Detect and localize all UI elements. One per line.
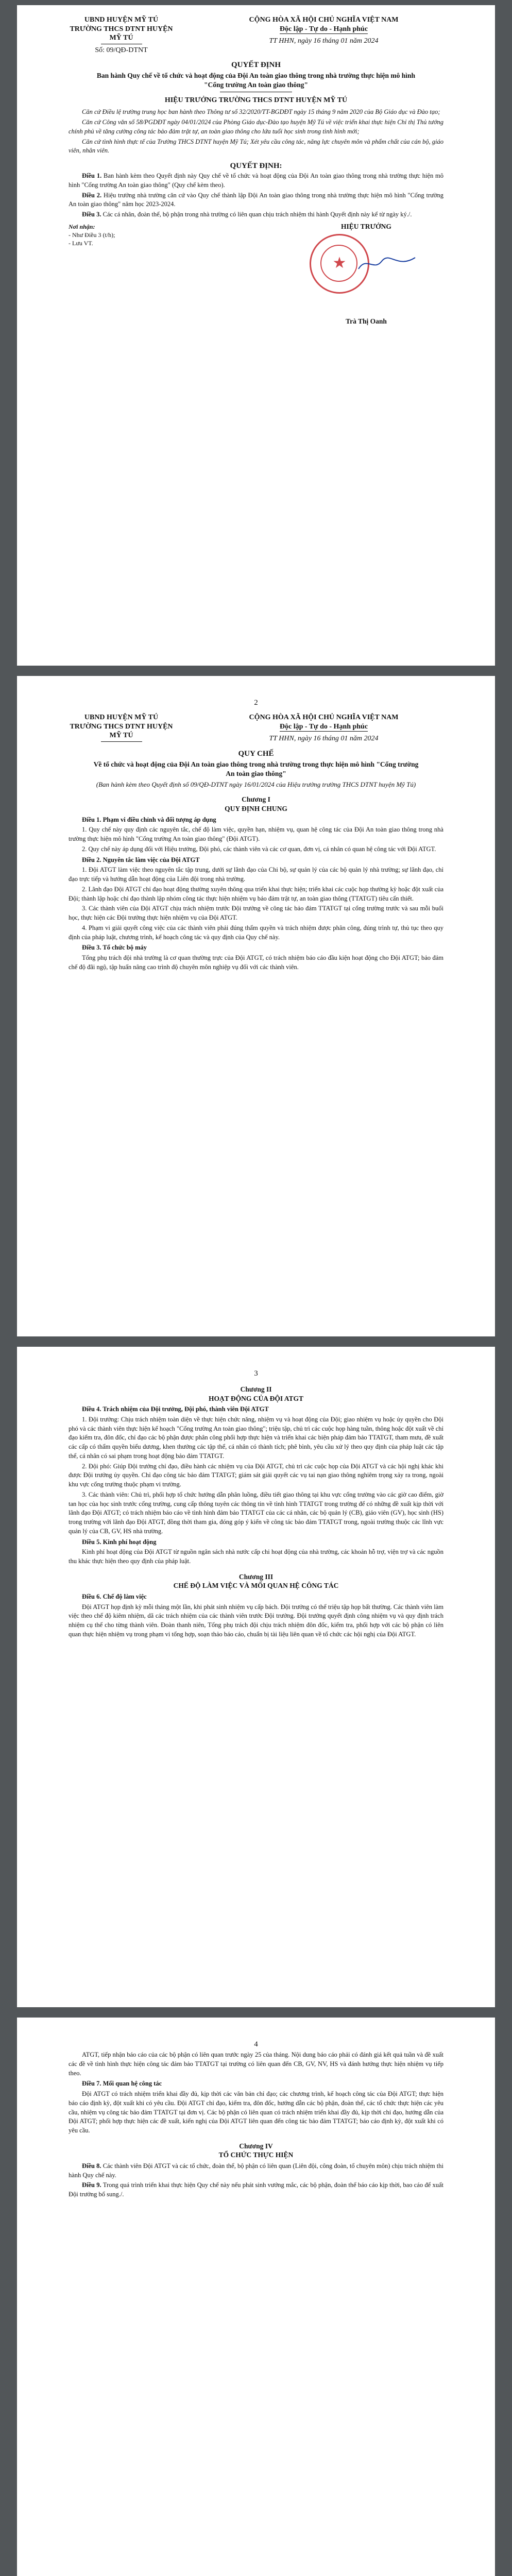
document-type: QUYẾT ĐỊNH <box>231 61 281 69</box>
paragraph: ATGT, tiếp nhận báo cáo của các bộ phận có liên quan trước ngày 25 của tháng. Nội dung báo cáo phải có đánh giá kết quả tuần và đề xuất các đề về tình hình thực hiện công tác đảm bảo TTATGT tại trường có liên quan đến CB, GV, NV, HS và đánh hướng thực hiện nhiệm vụ tiếp theo. <box>69 2051 443 2077</box>
agency-block <box>69 713 174 743</box>
article: Điều 9. Trong quá trình triển khai thực hiện Quy chế này nếu phát sinh vướng mắc, các bộ phận, đoàn thể báo cáo kịp thời, bao cáo để xuất Đội trưởng bổ sung./. <box>69 2181 443 2198</box>
article-heading: Điều 4. Trách nhiệm của Đội trưởng, Đội phó, thành viên Đội ATGT <box>82 1405 269 1413</box>
article-heading: Điều 3. Tổ chức bộ máy <box>82 944 147 952</box>
department-name: UBND HUYỆN MỸ TÚ <box>84 16 159 24</box>
article-heading: Điều 2. Nguyên tắc làm việc của Đội ATGT <box>82 856 200 863</box>
paragraph: 1. Đội ATGT làm việc theo nguyên tắc tập trung, dưới sự lãnh đạo của Chi bộ, sự quản lý của các bộ quản lý nhà trường; sự lãnh đạo, chỉ đạo trực tiếp và hướng dẫn hoạt động của Liên đội trong nhà trường. <box>69 866 443 883</box>
article: Điều 8. Các thành viên Đội ATGT và các tổ chức, đoàn thể, bộ phận có liên quan (Liên đội, công đoàn, tổ chuyên môn) chịu trách nhiệm thi hành Quy chế này. <box>69 2162 443 2179</box>
article: Điều 3. Các cá nhân, đoàn thể, bộ phận trong nhà trường có liên quan chịu trách nhiệm thi hành Quyết định này kể từ ngày ký./. <box>82 211 412 218</box>
handwritten-signature <box>356 253 418 274</box>
paragraph: Kinh phí hoạt động của Đội ATGT từ nguồn ngân sách nhà nước cấp chi hoạt động của nhà trường, các khoản hỗ trợ, viện trợ và các nguồn thu khác thực hiện theo quy định của pháp luật. <box>69 1548 443 1565</box>
national-motto: Độc lập - Tự do - Hạnh phúc <box>279 722 368 731</box>
paragraph: 3. Các thành viên của Đội ATGT chịu trách nhiệm trước Đội trưởng về công tác bảo đảm TTATGT tại cổng trường trước và sau mỗi buổi học, thực hiện các Đội trưởng thực hiện nhiệm vụ của Đội ATGT. <box>69 905 443 922</box>
paragraph: 2. Lãnh đạo Đội ATGT chỉ đạo hoạt động thường xuyên thông qua triển khai thực hiện; triển khai các cuộc họp thường kỳ hoặc đột xuất của Đội; thành lập hoặc chỉ đạo thành lập nhóm công tác thực hiện nhiệm vụ bảo đảm trật tự, an toàn giao thông (TTATGT) tiêu cấn thiết. <box>69 885 443 902</box>
national-motto: Độc lập - Tự do - Hạnh phúc <box>279 25 368 33</box>
document-number: Số: 09/QĐ-DTNT <box>95 46 148 54</box>
page-2 <box>17 676 495 1336</box>
article-heading: Điều 6. Chế độ làm việc <box>82 1592 147 1600</box>
official-seal: ★ <box>310 234 369 294</box>
page-3 <box>17 1347 495 2007</box>
paragraph: 3. Các thành viên: Chủ trì, phối hợp tổ chức hướng dẫn phân luồng, điều tiết giao thông tại khu vực cổng trường vào các giờ cao điểm, giờ tan học của học sinh trước cổng trường, cung cấp thông tuyên các thông tin về tình hình TTATGT trong trường để có những đề xuất kịp thời với lãnh đạo Đội ATGT; có trách nhiệm báo cáo về tình hình đảm bảo TTATGT của các cá nhân, các bộ quản lý (CB), giáo viên (GV), học sinh (HS) trong trường với lãnh đạo Đội ATGT, đồng thời tham gia, đóng góp ý kiến về công tác bảo đảm TTATGT trong, ngoài trường thuộc các lĩnh vực quản lý của CB, GV, HS nhà trường. <box>69 1490 443 1535</box>
article: Điều 1. Ban hành kèm theo Quyết định này Quy chế về tổ chức và hoạt động của Đội An toàn giao thông trong nhà trường thực hiện mô hình "Cổng trường An toàn giao thông" (Quy chế kèm theo). <box>69 172 444 189</box>
recipient-item: - Lưu VT. <box>69 240 93 247</box>
page-number: 2 <box>254 699 258 707</box>
agency-block <box>69 15 174 55</box>
legal-basis: Căn cứ tình hình thực tế của Trường THCS DTNT huyện Mỹ Tú; Xét yêu cầu công tác, năng lực chuyên môn và phẩm chất của cán bộ, giáo viên, nhân viên. <box>69 138 443 155</box>
signer-name: Trà Thị Oanh <box>346 317 387 325</box>
paragraph: 2. Đội phó: Giúp Đội trưởng chỉ đạo, điều hành các nhiệm vụ của Đội ATGT, chủ trì các cuộc họp của Đội ATGT và các hội nghị khác khi được Đội trưởng ủy quyền. Chỉ đạo công tác bảo đảm TTATGT; giám sát giải quyết các vụ tai nạn giao thông nghiêm trọng xảy ra trong, ngoài khu vực cổng trường thuộc phạm vi trường. <box>69 1462 443 1488</box>
page-1 <box>17 5 495 666</box>
legal-basis: Căn cứ Điều lệ trường trung học ban hành theo Thông tư số 32/2020/TT-BGDĐT ngày 15 tháng 9 năm 2020 của Bộ Giáo dục và Đào tạo; <box>82 108 440 116</box>
chapter-number: Chương I <box>242 795 270 804</box>
document-type: QUY CHẾ <box>238 749 274 758</box>
issue-date: TT HHN, ngày 16 tháng 01 năm 2024 <box>269 735 379 742</box>
page-4 <box>17 2018 495 2576</box>
issue-date: TT HHN, ngày 16 tháng 01 năm 2024 <box>269 37 379 45</box>
chapter-title: HOẠT ĐỘNG CỦA ĐỘI ATGT <box>208 1394 304 1402</box>
document-header <box>69 5 443 55</box>
nation-name: CỘNG HÒA XÃ HỘI CHỦ NGHĨA VIỆT NAM <box>249 714 399 721</box>
document-header <box>69 703 443 743</box>
national-block <box>204 713 443 743</box>
paragraph: Tổng phụ trách đội nhà trường là cơ quan thường trực của Đội ATGT, có trách nhiệm báo cáo đầu kiện hoạt động cho Đội ATGT; bảo đảm chế độ đãi ngộ, tập huấn nâng cao trình độ chuyên môn nghiệp vụ đối với các thành viên. <box>69 954 443 971</box>
document-subject: Về tổ chức và hoạt động của Đội An toàn giao thông trong nhà trường trong thực hiện mô hình "Cổng trường An toàn giao thông" <box>93 760 419 777</box>
chapter-title: TỔ CHỨC THỰC HIỆN <box>218 2151 294 2159</box>
national-block <box>204 15 443 55</box>
paragraph: 1. Quy chế này quy định các nguyên tắc, chế độ làm việc, quyền hạn, nhiệm vụ, quan hệ công tác của Đội An toàn giao thông trong nhà trường thực hiện mô hình "Cổng trường An toàn giao thông" (Đội ATGT). <box>69 826 443 843</box>
paragraph: 2. Quy chế này áp dụng đối với Hiệu trưởng, Đội phó, các thành viên và các cơ quan, đơn vị, cá nhân có quan hệ công tác với Đội ATGT. <box>82 845 436 853</box>
article-heading: Điều 7. Mối quan hệ công tác <box>82 2080 162 2088</box>
divider <box>101 741 142 742</box>
decides-heading: QUYẾT ĐỊNH: <box>230 162 282 171</box>
signature-section <box>69 223 443 326</box>
article: Điều 2. Hiệu trưởng nhà trường căn cứ vào Quy chế thành lập Đội An toàn giao thông trong nhà trường thực hiện mô hình "Cổng trường An toàn giao thông" năm học 2023-2024. <box>69 191 443 208</box>
paragraph: 4. Phạm vi giải quyết công việc của các thành viên phải đúng thẩm quyền và trách nhiệm được phân công, đúng trình tự, thủ tục theo quy định của pháp luật, chương trình, kế hoạch công tác và quy định của Quy chế này. <box>69 924 443 941</box>
issuer-title: HIỆU TRƯỞNG TRƯỜNG THCS DTNT HUYỆN MỸ TÚ <box>164 96 348 105</box>
paragraph: Đội ATGT họp định kỳ mỗi tháng một lần, khi phát sinh nhiệm vụ cấp bách. Đội trưởng có thể triệu tập họp bất thường. Các thành viên làm việc theo chế độ kiêm nhiệm, dã các trách nhiệm của các thành viên trước Đội trưởng. Đội trưởng quyết định công nhiệm vụ và quy định trách nhiệm cụ thể cho từng thành viên. Đoàn thanh niên, Tổng phụ trách đội chịu trách nhiệm đôn đốc, kiểm tra, phối hợp với các bộ phận có liên quan thực hiện nhiệm vụ trong phạm vi tổng hợp, soạn thảo báo cáo, chuẩn bị tài liệu liên quan về tổ chức các hội nghị của Đội ATGT. <box>69 1603 443 1638</box>
article-heading: Điều 1. Phạm vi điều chỉnh và đối tượng áp dụng <box>82 816 216 823</box>
signer-block <box>289 223 443 326</box>
chapter-number: Chương II <box>240 1385 272 1393</box>
paragraph: 1. Đội trưởng: Chịu trách nhiệm toàn diện về thực hiện chức năng, nhiệm vụ và hoạt động của Đội; giao nhiệm vụ hoặc ủy quyền cho Đội phó và các thành viên thực hiện kế hoạch "Cổng trường An toàn giao thông"; triệu tập, chủ trì các cuộc họp hàng tuần, thông hoặc đột xuất về chỉ đạo kiểm tra, đôn đốc, chỉ đạo các bộ phận được phân công phối hợp thực hiện và triển khai các biện pháp đảm bảo TTATGT, tham mưu, đề xuất các cấp có thẩm quyền biểu dương, khen thưởng các tập thể, cá nhân có thành tích; phê bình, yêu cầu xử lý theo quy định của pháp luật các tập thể, cá nhân có sai phạm trong hoạt động bảo đảm TTATGT. <box>69 1415 443 1460</box>
recipients <box>69 223 172 326</box>
page-number: 4 <box>254 2040 258 2048</box>
chapter-title: CHẾ ĐỘ LÀM VIỆC VÀ MỐI QUAN HỆ CÔNG TÁC <box>173 1582 339 1590</box>
article-heading: Điều 5. Kinh phí hoạt động <box>82 1538 157 1546</box>
nation-name: CỘNG HÒA XÃ HỘI CHỦ NGHĨA VIỆT NAM <box>249 16 399 24</box>
recipients-title: Nơi nhận: <box>69 223 95 230</box>
paragraph: Đội ATGT có trách nhiệm triển khai đầy đủ, kịp thời các văn bản chỉ đạo; các chương trình, kế hoạch công tác của Đội ATGT; thực hiện báo cáo định kỳ, đột xuất khi có yêu cầu. Đội ATGT chỉ đạo, kiểm tra, đôn đốc, hướng dẫn các bộ phận, đoàn thể, các tổ chức thực hiện các yêu cầu, nhiệm vụ công tác bảo đảm TTATGT tại đơn vị. Các bộ phận có liên quan có trách nhiệm triển khai đầy đủ, kịp thời chỉ đạo, hướng dẫn của Đội ATGT; phối hợp thực hiện các đề xuất, kiến nghị của Đội ATGT liên quan đến công tác bảo đảm TTATGT; báo cáo định kỳ, đột xuất khi có yêu cầu. <box>69 2090 443 2134</box>
legal-basis: Căn cứ Công văn số 58/PGDĐT ngày 04/01/2024 của Phòng Giáo dục-Đào tạo huyện Mỹ Tú về việc triển khai thực hiện Chỉ thị Thủ tướng chính phủ về tăng cường công tác bảo đảm trật tự, an toàn giao thông cho lứa tuổi học sinh trong tình hình mới; <box>69 118 443 135</box>
school-name: TRƯỜNG THCS DTNT HUYỆN MỸ TÚ <box>70 25 173 42</box>
school-name: TRƯỜNG THCS DTNT HUYỆN MỸ TÚ <box>70 722 173 739</box>
page-number: 3 <box>254 1369 258 1378</box>
issuance-note: (Ban hành kèm theo Quyết định số 09/QĐ-DTNT ngày 16/01/2024 của Hiệu trưởng trường THCS DTNT huyện Mỹ Tú) <box>96 780 416 788</box>
document-subject: Ban hành Quy chế về tổ chức và hoạt động của Đội An toàn giao thông trong nhà trường thực hiện mô hình "Cổng trường An toàn giao thông" <box>96 72 416 89</box>
recipient-item: - Như Điều 3 (t/h); <box>69 231 115 239</box>
signer-role: HIỆU TRƯỞNG <box>341 222 391 230</box>
chapter-number: Chương IV <box>239 2142 273 2150</box>
chapter-title: QUY ĐỊNH CHUNG <box>225 805 287 813</box>
chapter-number: Chương III <box>238 1572 274 1581</box>
department-name: UBND HUYỆN MỸ TÚ <box>84 714 159 721</box>
